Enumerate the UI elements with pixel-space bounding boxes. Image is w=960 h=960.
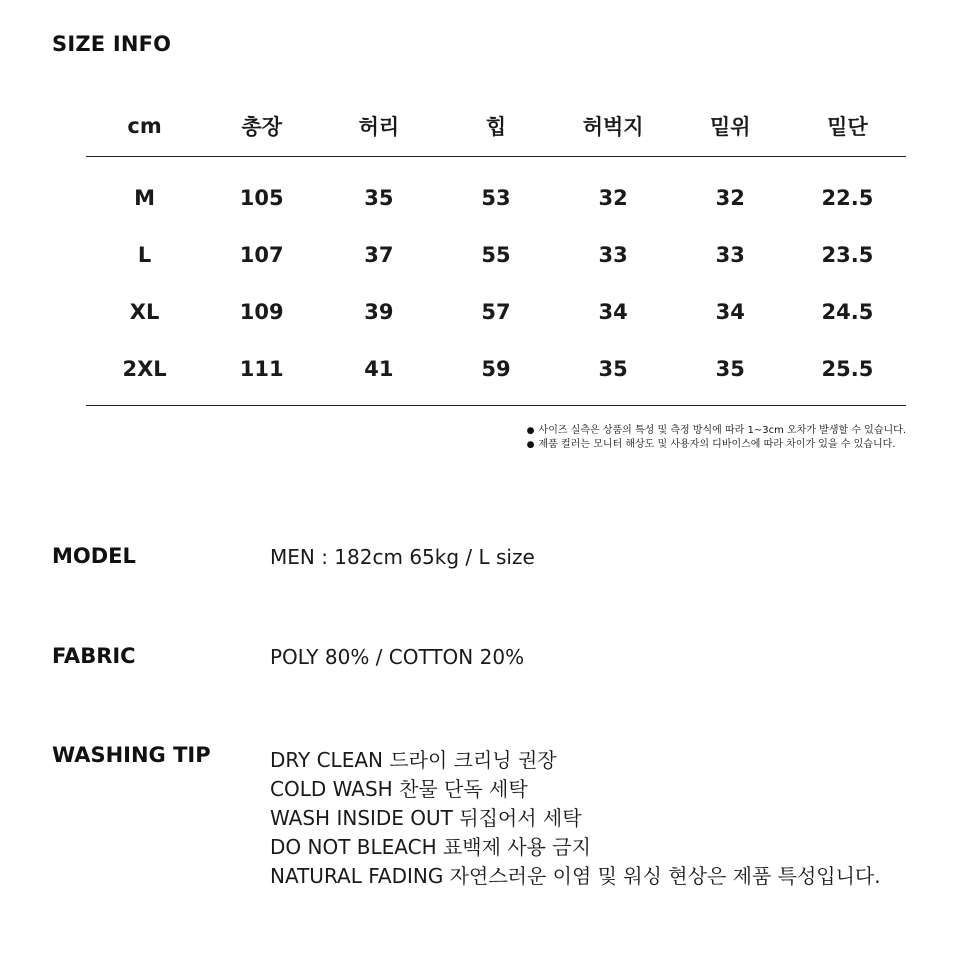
table-row bbox=[86, 283, 906, 340]
table-row bbox=[86, 157, 906, 227]
table-cell: 57 bbox=[481, 299, 511, 324]
size-label: 2XL bbox=[86, 340, 203, 406]
header-rise: 밑위 bbox=[672, 96, 789, 157]
table-cell: 24.5 bbox=[821, 299, 874, 324]
washing-tip-item: DRY CLEAN 드라이 크리닝 권장 bbox=[270, 748, 557, 772]
table-cell: 111 bbox=[203, 340, 320, 406]
size-notes bbox=[527, 424, 906, 452]
header-unit: cm bbox=[86, 96, 203, 157]
table-row bbox=[86, 226, 906, 283]
table-cell: 105 bbox=[239, 185, 284, 210]
washing-tip-item: WASH INSIDE OUT 뒤집어서 세탁 bbox=[270, 806, 582, 830]
size-label: L bbox=[137, 242, 152, 267]
header-waist: 허리 bbox=[320, 96, 437, 157]
table-cell: 53 bbox=[481, 185, 511, 210]
header-total-length: 총장 bbox=[203, 96, 320, 157]
model-value: MEN : 182cm 65kg / L size bbox=[270, 545, 535, 569]
washing-tip-list bbox=[270, 746, 881, 891]
size-label: M bbox=[134, 185, 156, 210]
table-cell: 33 bbox=[598, 242, 628, 267]
size-note-measurement: ● 사이즈 실측은 상품의 특성 및 측정 방식에 따라 1~3cm 오차가 발생할 수 있습니다. bbox=[527, 424, 906, 438]
table-cell: 22.5 bbox=[821, 185, 874, 210]
size-info-title: SIZE INFO bbox=[52, 32, 172, 56]
header-thigh: 허벅지 bbox=[555, 96, 672, 157]
header-hip: 힙 bbox=[437, 96, 554, 157]
fabric-value: POLY 80% / COTTON 20% bbox=[270, 645, 525, 669]
header-hem: 밑단 bbox=[789, 96, 906, 157]
washing-tip-item: DO NOT BLEACH 표백제 사용 금지 bbox=[270, 835, 591, 859]
washing-tip-item: COLD WASH 찬물 단독 세탁 bbox=[270, 777, 528, 801]
table-cell: 32 bbox=[598, 185, 628, 210]
table-cell: 37 bbox=[364, 242, 394, 267]
model-label: MODEL bbox=[52, 544, 136, 568]
table-cell: 34 bbox=[715, 299, 745, 324]
table-cell: 34 bbox=[598, 299, 628, 324]
size-table-header-row bbox=[86, 96, 906, 157]
fabric-label: FABRIC bbox=[52, 644, 136, 668]
table-cell: 107 bbox=[239, 242, 284, 267]
table-cell: 23.5 bbox=[821, 242, 874, 267]
table-cell: 109 bbox=[239, 299, 284, 324]
table-cell: 35 bbox=[672, 340, 789, 406]
table-cell: 32 bbox=[715, 185, 745, 210]
washing-tip-item: NATURAL FADING 자연스러운 이염 및 워싱 현상은 제품 특성입니다. bbox=[270, 864, 881, 888]
table-cell: 59 bbox=[437, 340, 554, 406]
table-cell: 35 bbox=[555, 340, 672, 406]
table-cell: 39 bbox=[364, 299, 394, 324]
table-cell: 41 bbox=[320, 340, 437, 406]
table-cell: 55 bbox=[481, 242, 511, 267]
table-cell: 33 bbox=[715, 242, 745, 267]
size-label: XL bbox=[129, 299, 160, 324]
table-cell: 35 bbox=[364, 185, 394, 210]
size-note-color: ● 제품 컬러는 모니터 해상도 및 사용자의 디바이스에 따라 차이가 있을 수 있습니다. bbox=[527, 438, 906, 452]
table-cell: 25.5 bbox=[789, 340, 906, 406]
washing-tip-label: WASHING TIP bbox=[52, 743, 211, 767]
size-table bbox=[86, 96, 906, 406]
table-row bbox=[86, 340, 906, 406]
